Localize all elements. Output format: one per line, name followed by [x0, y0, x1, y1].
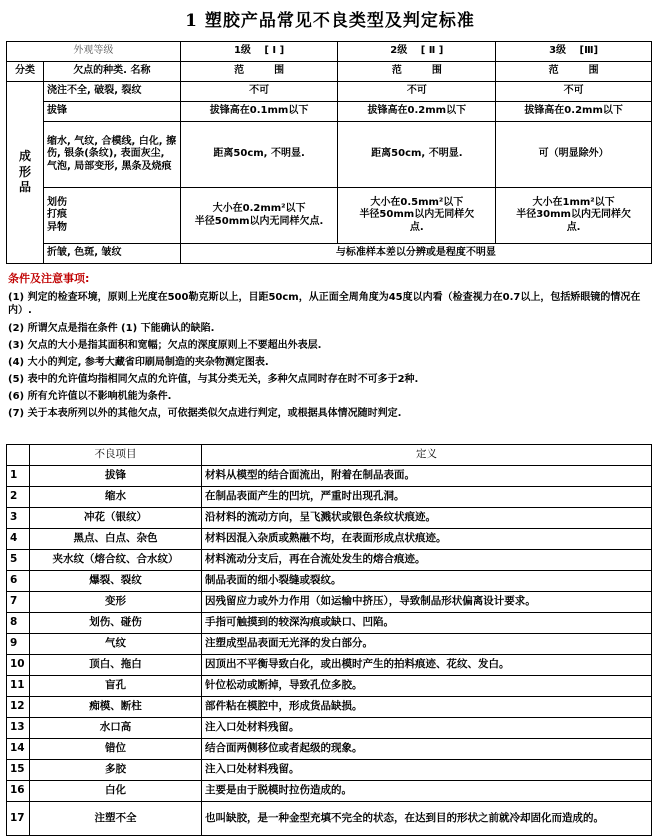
defect-row	[7, 802, 652, 836]
defect-name: 浇注不全, 破裂, 裂纹	[43, 82, 180, 102]
defect-number: 6	[7, 571, 30, 592]
defect-number: 14	[7, 739, 30, 760]
range-label-1: 范 围	[180, 62, 338, 82]
defect-row	[7, 550, 652, 571]
defect-definition: 注入口处材料残留。	[202, 760, 652, 781]
classify-label: 分类	[7, 62, 44, 82]
grade-row	[7, 122, 652, 188]
defect-definition: 手指可触摸到的较深沟痕或缺口、凹陷。	[202, 613, 652, 634]
grade3-value: 拔锋高在0.2mm以下	[496, 102, 652, 122]
defect-item: 爆裂、裂纹	[30, 571, 202, 592]
defect-row	[7, 760, 652, 781]
range-label-3: 范 围	[496, 62, 652, 82]
grade3-header: 3级 [Ⅲ]	[496, 42, 652, 62]
defect-definition: 材料因混入杂质或熟融不均，在表面形成点状痕迹。	[202, 529, 652, 550]
condition-item: (1) 判定的检查环境，原则上光度在500勒克斯以上，目距50cm，从正面全周角度为45度以内看（检查视力在0.7以上，包括矫眼镜的情况在内）.	[8, 292, 641, 317]
defect-row	[7, 718, 652, 739]
defect-number: 1	[7, 466, 30, 487]
defect-definition: 结合面两侧移位或者起级的现象。	[202, 739, 652, 760]
defect-number: 12	[7, 697, 30, 718]
defect-number: 17	[7, 802, 30, 836]
defect-row	[7, 634, 652, 655]
defect-name: 拔锋	[43, 102, 180, 122]
defect-item: 划伤、碰伤	[30, 613, 202, 634]
defect-item: 变形	[30, 592, 202, 613]
grade3-value: 不可	[496, 82, 652, 102]
defect-row	[7, 697, 652, 718]
merged-value: 与标准样本差以分辨或是程度不明显	[180, 244, 651, 264]
defect-item: 注塑不全	[30, 802, 202, 836]
defect-item: 多胶	[30, 760, 202, 781]
grade-row	[7, 244, 652, 264]
condition-item: (2) 所谓欠点是指在条件 (1) 下能确认的缺陷.	[8, 323, 215, 335]
grade3-value: 大小在1mm²以下 半径30mm以内无同样欠 点.	[496, 188, 652, 244]
page-title: 1 塑胶产品常见不良类型及判定标准	[185, 11, 475, 31]
defect-item: 冲花（银纹）	[30, 508, 202, 529]
defect-name: 缩水, 气纹, 合模线, 白化, 擦伤, 银条(条纹), 表面灰尘, 气泡, 局部变形, 黑条及烧痕	[43, 122, 180, 188]
grade-standard-table	[6, 41, 652, 264]
defect-row	[7, 508, 652, 529]
defect-row	[7, 655, 652, 676]
defect-header-row	[7, 445, 652, 466]
conditions-section	[8, 272, 654, 420]
grade1-value: 不可	[180, 82, 338, 102]
defect-item: 黑点、白点、杂色	[30, 529, 202, 550]
range-label-2: 范 围	[338, 62, 496, 82]
defect-number: 4	[7, 529, 30, 550]
defect-item: 夹水纹（熔合纹、合水纹）	[30, 550, 202, 571]
defect-name: 折皱, 色斑, 皱纹	[43, 244, 180, 264]
defect-number: 15	[7, 760, 30, 781]
conditions-title: 条件及注意事项:	[8, 272, 90, 285]
defect-definition: 在制品表面产生的凹坑，严重时出现孔洞。	[202, 487, 652, 508]
defect-item: 缩水	[30, 487, 202, 508]
defect-item: 气纹	[30, 634, 202, 655]
condition-item: (6) 所有允许值以不影响机能为条件.	[8, 391, 172, 403]
defect-number: 9	[7, 634, 30, 655]
defect-rows	[7, 466, 652, 836]
defect-row	[7, 487, 652, 508]
grade2-value: 拔锋高在0.2mm以下	[338, 102, 496, 122]
defect-number: 5	[7, 550, 30, 571]
item-header: 不良项目	[30, 445, 202, 466]
defect-row	[7, 529, 652, 550]
defect-definition: 材料流动分支后，再在合流处发生的熔合痕迹。	[202, 550, 652, 571]
grade-row	[7, 188, 652, 244]
defect-item: 错位	[30, 739, 202, 760]
defect-item: 拔锋	[30, 466, 202, 487]
defect-row	[7, 676, 652, 697]
defect-number: 2	[7, 487, 30, 508]
grade3-value: 可（明显除外）	[496, 122, 652, 188]
grade2-value: 不可	[338, 82, 496, 102]
defect-definition: 沿材料的流动方向，呈飞溅状或银色条纹状痕迹。	[202, 508, 652, 529]
defect-definition: 也叫缺胶，是一种金型充填不完全的状态，在达到目的形状之前就冷却固化而造成的。	[202, 802, 652, 836]
condition-item: (3) 欠点的大小是指其面积和宽幅；欠点的深度原则上不要超出外表层.	[8, 340, 322, 352]
grade2-header: 2级 [ Ⅱ ]	[338, 42, 496, 62]
column-header-row	[7, 62, 652, 82]
defect-item: 顶白、拖白	[30, 655, 202, 676]
defect-row	[7, 781, 652, 802]
defect-definition: 注入口处材料残留。	[202, 718, 652, 739]
defect-definition: 材料从模型的结合面流出，附着在制品表面。	[202, 466, 652, 487]
defect-definition-table	[6, 444, 652, 836]
defect-item: 白化	[30, 781, 202, 802]
defect-definition: 针位松动或断掉，导致孔位多胶。	[202, 676, 652, 697]
defect-row	[7, 466, 652, 487]
defect-definition: 注塑成型品表面无光泽的发白部分。	[202, 634, 652, 655]
no-header	[7, 445, 30, 466]
grade1-value: 大小在0.2mm²以下 半径50mm以内无同样欠点.	[180, 188, 338, 244]
category-label: 成形品	[18, 149, 31, 195]
defect-item: 盲孔	[30, 676, 202, 697]
defect-row	[7, 613, 652, 634]
defect-item: 痴模、断柱	[30, 697, 202, 718]
defect-definition: 制品表面的细小裂缝或裂纹。	[202, 571, 652, 592]
grade-row	[7, 102, 652, 122]
condition-item: (5) 表中的允许值均指相同欠点的允许值，与其分类无关，多种欠点同时存在时不可多于2种.	[8, 374, 419, 386]
defect-row	[7, 739, 652, 760]
defect-number: 3	[7, 508, 30, 529]
grade1-value: 拔锋高在0.1mm以下	[180, 102, 338, 122]
defect-row	[7, 592, 652, 613]
defect-definition: 因顶出不平衡导致白化，或出模时产生的拍料痕迹、花纹、发白。	[202, 655, 652, 676]
defect-number: 16	[7, 781, 30, 802]
defect-name: 划伤 打痕 异物	[43, 188, 180, 244]
defect-definition: 部件粘在模腔中，形成货品缺损。	[202, 697, 652, 718]
condition-item: (7) 关于本表所列以外的其他欠点，可依据类似欠点进行判定，或根据具体情况随时判定.	[8, 408, 402, 420]
grade1-header: 1级 [ Ⅰ ]	[180, 42, 338, 62]
defect-number: 7	[7, 592, 30, 613]
defect-name-label: 欠点的种类. 名称	[43, 62, 180, 82]
grade2-value: 大小在0.5mm²以下 半径50mm以内无同样欠 点.	[338, 188, 496, 244]
defect-number: 8	[7, 613, 30, 634]
defect-definition: 主要是由于脱模时拉伤造成的。	[202, 781, 652, 802]
grade1-value: 距离50cm, 不明显.	[180, 122, 338, 188]
grade2-value: 距离50cm, 不明显.	[338, 122, 496, 188]
category-cell	[7, 82, 44, 264]
defect-number: 13	[7, 718, 30, 739]
definition-header: 定义	[202, 445, 652, 466]
condition-item: (4) 大小的判定, 参考大藏省印刷局制造的夹杂物测定图表.	[8, 357, 269, 369]
appearance-level-label: 外观等级	[7, 42, 181, 62]
grade-header-row	[7, 42, 652, 62]
grade-row	[7, 82, 652, 102]
defect-item: 水口高	[30, 718, 202, 739]
defect-definition: 因残留应力或外力作用（如运输中挤压），导致制品形状偏离设计要求。	[202, 592, 652, 613]
defect-number: 10	[7, 655, 30, 676]
defect-number: 11	[7, 676, 30, 697]
defect-row	[7, 571, 652, 592]
